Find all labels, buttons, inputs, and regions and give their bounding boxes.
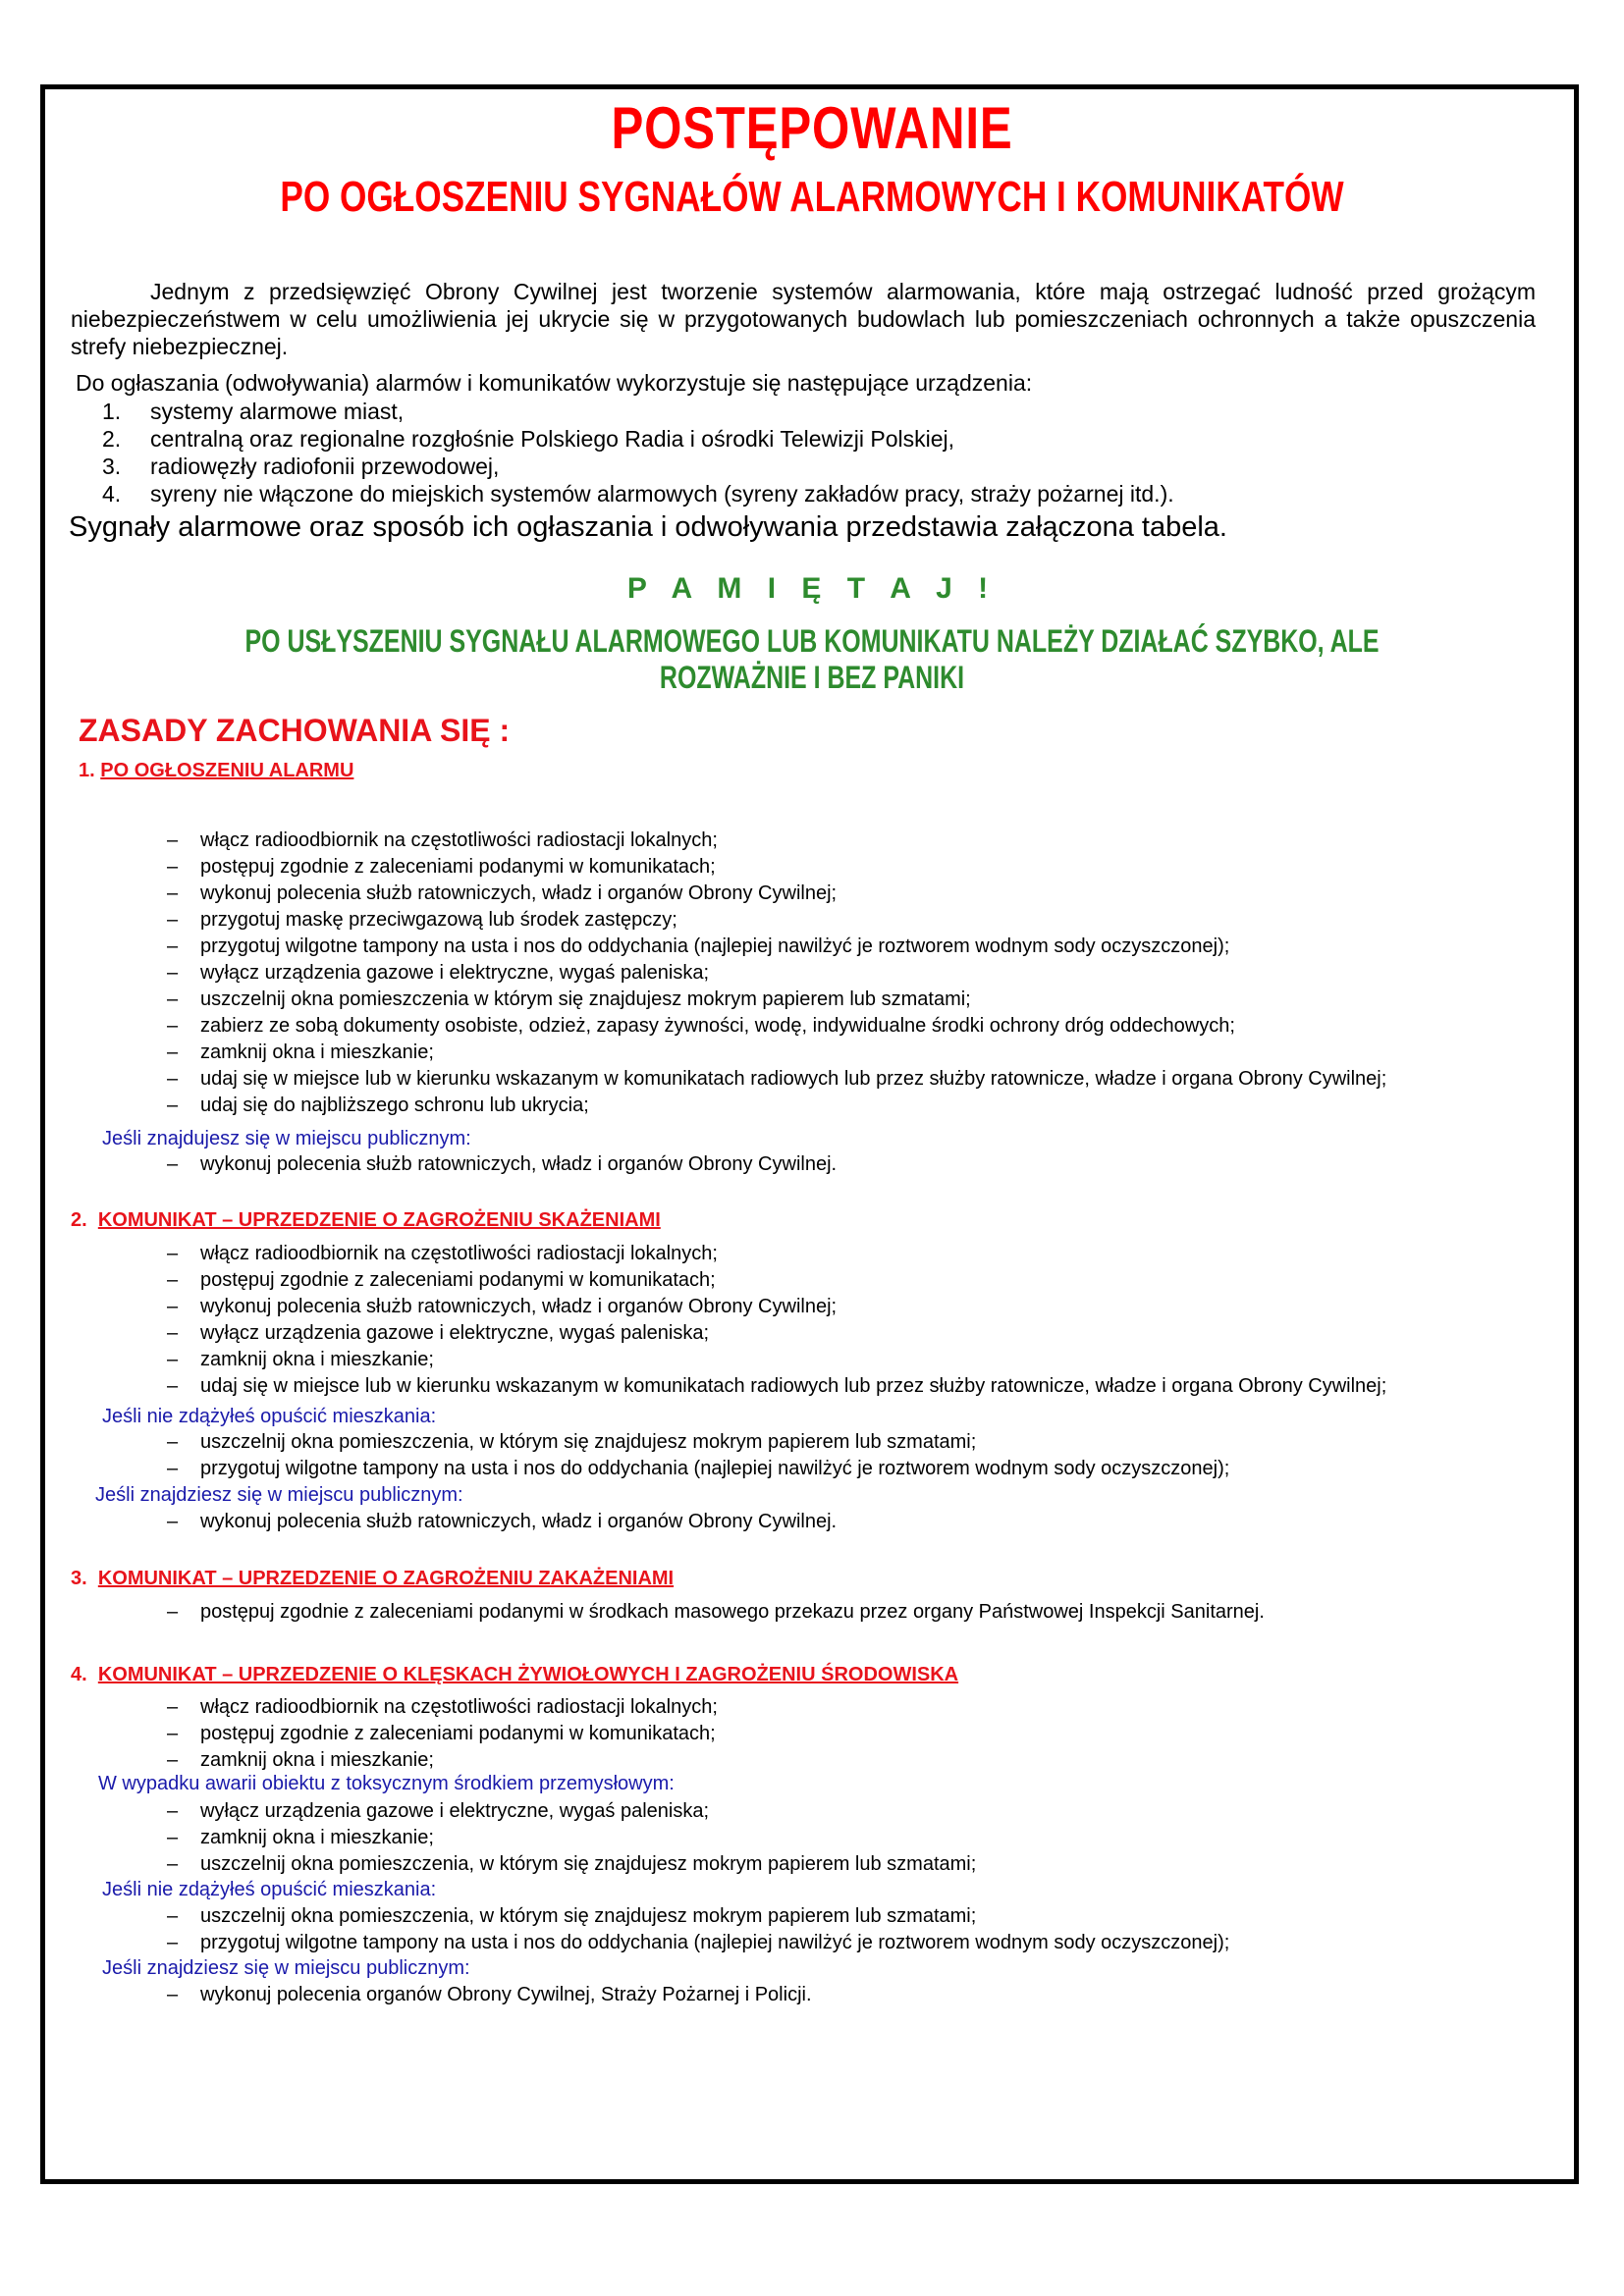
page-title: POSTĘPOWANIE bbox=[611, 95, 1013, 161]
section-4-toxic-label: W wypadku awarii obiektu z toksycznym środkiem przemysłowym: bbox=[98, 1773, 675, 1794]
list-item-text: uszczelnij okna pomieszczenia, w którym się znajdujesz mokrym papierem lub szmatami; bbox=[200, 1905, 977, 1927]
list-item bbox=[167, 1800, 709, 1823]
list-item-text: uszczelnij okna pomieszczenia w którym się znajdujesz mokrym papierem lub szmatami; bbox=[200, 988, 971, 1010]
dash-bullet: – bbox=[167, 1749, 179, 1771]
dash-bullet: – bbox=[167, 1296, 179, 1317]
list-item bbox=[167, 882, 837, 905]
intro-paragraph: Jednym z przedsięwzięć Obrony Cywilnej jest tworzenie systemów alarmowania, które mają ostrzegać ludność przed grożącym niebezpieczeństwem w celu umożliwienia jej ukrycie się w przygotowanych budowlach lub pomieszczeniach ochronnych a także opuszczenia strefy niebezpiecznej. bbox=[71, 279, 1536, 359]
dash-bullet: – bbox=[167, 1601, 179, 1623]
dash-bullet: – bbox=[167, 882, 179, 904]
list-item bbox=[167, 1749, 434, 1772]
section-4-heading: 4. KOMUNIKAT – UPRZEDZENIE O KLĘSKACH ŻYWIOŁOWYCH I ZAGROŻENIU ŚRODOWISKA bbox=[71, 1664, 959, 1685]
dash-bullet: – bbox=[167, 1153, 179, 1175]
list-item-text: przygotuj wilgotne tampony na usta i nos do oddychania (najlepiej nawilżyć je roztworem wodnym sody oczyszczonej); bbox=[200, 1932, 1230, 1953]
dash-bullet: – bbox=[167, 988, 179, 1010]
dash-bullet: – bbox=[167, 1932, 179, 1953]
list-item-text: uszczelnij okna pomieszczenia, w którym się znajdujesz mokrym papierem lub szmatami; bbox=[200, 1853, 977, 1875]
list-item bbox=[167, 1601, 1265, 1624]
list-item bbox=[167, 1375, 1386, 1398]
page-subtitle: PO OGŁOSZENIU SYGNAŁÓW ALARMOWYCH I KOMUNIKATÓW bbox=[280, 173, 1344, 221]
list-item bbox=[167, 1853, 976, 1876]
signals-note: Sygnały alarmowe oraz sposób ich ogłaszania i odwoływania przedstawia załączona tabela. bbox=[69, 511, 1227, 543]
list-item bbox=[167, 1349, 434, 1371]
list-item bbox=[167, 962, 709, 985]
device-item: 3. radiowęzły radiofonii przewodowej, bbox=[102, 454, 500, 479]
list-item-text: przygotuj wilgotne tampony na usta i nos do oddychania (najlepiej nawilżyć je roztworem wodnym sody oczyszczonej); bbox=[200, 1458, 1230, 1479]
dash-bullet: – bbox=[167, 1068, 179, 1090]
list-item bbox=[167, 1269, 716, 1292]
device-item: 4. syreny nie włączone do miejskich systemów alarmowych (syreny zakładów pracy, straży pożarnej itd.). bbox=[102, 481, 1174, 507]
dash-bullet: – bbox=[167, 1723, 179, 1744]
dash-bullet: – bbox=[167, 1853, 179, 1875]
dash-bullet: – bbox=[167, 1095, 179, 1116]
list-item bbox=[167, 1015, 1235, 1038]
dash-bullet: – bbox=[167, 909, 179, 931]
section-2-heading: 2. KOMUNIKAT – UPRZEDZENIE O ZAGROŻENIU SKAŻENIAMI bbox=[71, 1209, 661, 1231]
list-item bbox=[167, 1511, 837, 1533]
section-1-public-label: Jeśli znajdujesz się w miejscu publicznym: bbox=[102, 1128, 471, 1149]
dash-bullet: – bbox=[167, 1905, 179, 1927]
dash-bullet: – bbox=[167, 1322, 179, 1344]
dash-bullet: – bbox=[167, 856, 179, 878]
list-item-text: przygotuj maskę przeciwgazową lub środek zastępczy; bbox=[200, 909, 677, 931]
list-item-text: wykonuj polecenia organów Obrony Cywilnej, Straży Pożarnej i Policji. bbox=[200, 1984, 812, 2005]
dash-bullet: – bbox=[167, 1800, 179, 1822]
list-item-text: przygotuj wilgotne tampony na usta i nos do oddychania (najlepiej nawilżyć je roztworem wodnym sody oczyszczonej); bbox=[200, 935, 1230, 957]
dash-bullet: – bbox=[167, 829, 179, 851]
list-item-text: wykonuj polecenia służb ratowniczych, władz i organów Obrony Cywilnej; bbox=[200, 882, 838, 904]
list-item bbox=[167, 1041, 434, 1064]
dash-bullet: – bbox=[167, 1511, 179, 1532]
list-item bbox=[167, 1296, 837, 1318]
list-item-text: postępuj zgodnie z zaleceniami podanymi w środkach masowego przekazu przez organy Państwowej Inspekcji Sanitarnej. bbox=[200, 1601, 1265, 1623]
device-item: 2. centralną oraz regionalne rozgłośnie Polskiego Radia i ośrodki Telewizji Polskiej, bbox=[102, 426, 955, 452]
list-item bbox=[167, 1932, 1229, 1954]
list-item-text: postępuj zgodnie z zaleceniami podanymi w komunikatach; bbox=[200, 1723, 716, 1744]
list-item-text: wyłącz urządzenia gazowe i elektryczne, wygaś paleniska; bbox=[200, 1322, 710, 1344]
list-item bbox=[167, 1243, 718, 1265]
list-item bbox=[167, 1068, 1386, 1091]
list-item bbox=[167, 1905, 976, 1928]
list-item bbox=[167, 1322, 709, 1345]
list-item bbox=[167, 1431, 976, 1454]
section-2-not-left-label: Jeśli nie zdążyłeś opuścić mieszkania: bbox=[102, 1406, 437, 1427]
devices-intro: Do ogłaszania (odwoływania) alarmów i komunikatów wykorzystuje się następujące urządzenia: bbox=[76, 370, 1033, 396]
dash-bullet: – bbox=[167, 1984, 179, 2005]
dash-bullet: – bbox=[167, 962, 179, 984]
list-item-text: postępuj zgodnie z zaleceniami podanymi w komunikatach; bbox=[200, 1269, 716, 1291]
list-item bbox=[167, 856, 716, 879]
list-item-text: udaj się w miejsce lub w kierunku wskazanym w komunikatach radiowych lub przez służby ratownicze, władze i organa Obrony Cywilnej; bbox=[200, 1068, 1387, 1090]
section-4-public-label: Jeśli znajdziesz się w miejscu publicznym: bbox=[102, 1957, 470, 1979]
dash-bullet: – bbox=[167, 935, 179, 957]
dash-bullet: – bbox=[167, 1375, 179, 1397]
list-item bbox=[167, 935, 1229, 958]
dash-bullet: – bbox=[167, 1431, 179, 1453]
list-item-text: zamknij okna i mieszkanie; bbox=[200, 1827, 434, 1848]
section-1-heading: 1. PO OGŁOSZENIU ALARMU bbox=[79, 760, 354, 781]
remember-heading: P A M I Ę T A J ! bbox=[626, 572, 998, 605]
list-item bbox=[167, 1827, 434, 1849]
dash-bullet: – bbox=[167, 1458, 179, 1479]
remember-text: PO USŁYSZENIU SYGNAŁU ALARMOWEGO LUB KOMUNIKATU NALEŻY DZIAŁAĆ SZYBKO, ALE ROZWAŻNIE I BEZ PANIKI bbox=[244, 623, 1380, 695]
list-item bbox=[167, 1458, 1229, 1480]
list-item-text: udaj się do najbliższego schronu lub ukrycia; bbox=[200, 1095, 589, 1116]
list-item-text: włącz radioodbiornik na częstotliwości radiostacji lokalnych; bbox=[200, 829, 718, 851]
list-item-text: włącz radioodbiornik na częstotliwości radiostacji lokalnych; bbox=[200, 1243, 718, 1264]
list-item-text: wykonuj polecenia służb ratowniczych, władz i organów Obrony Cywilnej. bbox=[200, 1153, 838, 1175]
list-item bbox=[167, 909, 677, 932]
list-item bbox=[167, 1984, 812, 2006]
section-4-not-left-label: Jeśli nie zdążyłeś opuścić mieszkania: bbox=[102, 1879, 437, 1900]
list-item-text: wyłącz urządzenia gazowe i elektryczne, wygaś paleniska; bbox=[200, 962, 710, 984]
section-2-public-label: Jeśli znajdziesz się w miejscu publicznym: bbox=[95, 1484, 463, 1506]
list-item bbox=[167, 829, 718, 852]
device-item: 1. systemy alarmowe miast, bbox=[102, 399, 405, 424]
list-item-text: uszczelnij okna pomieszczenia, w którym się znajdujesz mokrym papierem lub szmatami; bbox=[200, 1431, 977, 1453]
dash-bullet: – bbox=[167, 1015, 179, 1037]
list-item-text: wykonuj polecenia służb ratowniczych, władz i organów Obrony Cywilnej; bbox=[200, 1296, 838, 1317]
dash-bullet: – bbox=[167, 1269, 179, 1291]
list-item-text: udaj się w miejsce lub w kierunku wskazanym w komunikatach radiowych lub przez służby ratownicze, władze i organa Obrony Cywilnej; bbox=[200, 1375, 1387, 1397]
section-3-heading: 3. KOMUNIKAT – UPRZEDZENIE O ZAGROŻENIU ZAKAŻENIAMI bbox=[71, 1568, 675, 1589]
dash-bullet: – bbox=[167, 1041, 179, 1063]
list-item bbox=[167, 1153, 837, 1176]
list-item bbox=[167, 1095, 589, 1117]
dash-bullet: – bbox=[167, 1349, 179, 1370]
list-item-text: zamknij okna i mieszkanie; bbox=[200, 1349, 434, 1370]
list-item-text: postępuj zgodnie z zaleceniami podanymi w komunikatach; bbox=[200, 856, 716, 878]
list-item-text: zamknij okna i mieszkanie; bbox=[200, 1749, 434, 1771]
list-item-text: zabierz ze sobą dokumenty osobiste, odzież, zapasy żywności, wodę, indywidualne środki ochrony dróg oddechowych; bbox=[200, 1015, 1235, 1037]
dash-bullet: – bbox=[167, 1827, 179, 1848]
list-item bbox=[167, 1696, 718, 1719]
list-item bbox=[167, 1723, 716, 1745]
list-item-text: zamknij okna i mieszkanie; bbox=[200, 1041, 434, 1063]
list-item bbox=[167, 988, 971, 1011]
list-item-text: wyłącz urządzenia gazowe i elektryczne, wygaś paleniska; bbox=[200, 1800, 710, 1822]
dash-bullet: – bbox=[167, 1696, 179, 1718]
rules-title: ZASADY ZACHOWANIA SIĘ : bbox=[79, 713, 511, 748]
list-item-text: włącz radioodbiornik na częstotliwości radiostacji lokalnych; bbox=[200, 1696, 718, 1718]
list-item-text: wykonuj polecenia służb ratowniczych, władz i organów Obrony Cywilnej. bbox=[200, 1511, 838, 1532]
dash-bullet: – bbox=[167, 1243, 179, 1264]
